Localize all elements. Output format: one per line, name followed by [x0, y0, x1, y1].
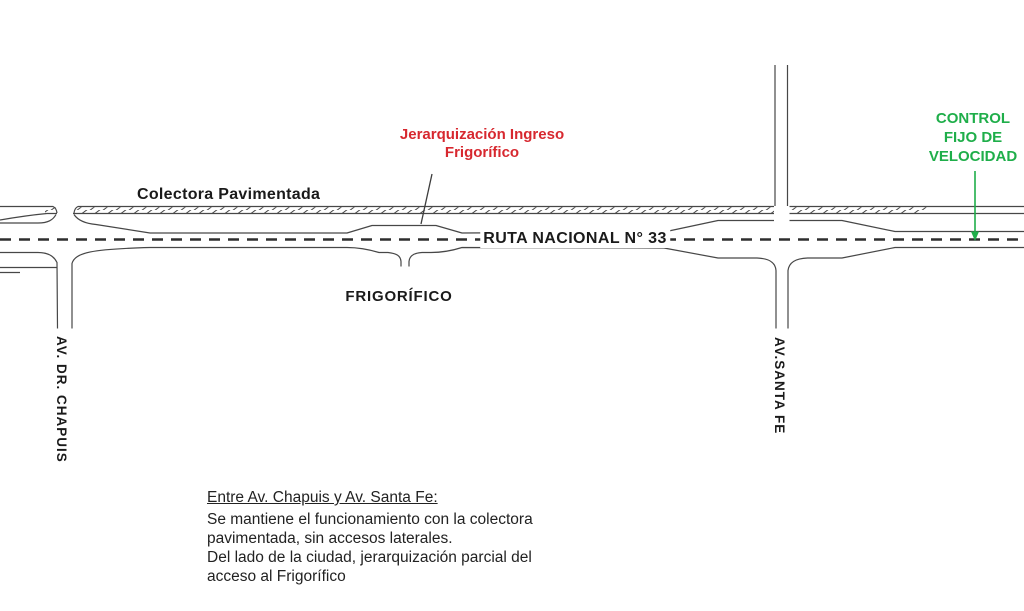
jerarquizacion-annotation: [400, 126, 564, 162]
speed-control-annotation: [929, 109, 1017, 166]
colectora-label: Colectora Pavimentada: [137, 186, 321, 203]
speed-control-line2: FIJO DE: [943, 129, 1003, 146]
av-dr-chapuis-label: AV. DR. CHAPUIS: [54, 336, 69, 463]
note-line: Del lado de la ciudad, jerarquización parcial del: [207, 549, 532, 566]
speed-control-line3: VELOCIDAD: [928, 148, 1018, 165]
ruta-nacional-label: RUTA NACIONAL N° 33: [480, 230, 670, 248]
jerarquizacion-annotation-line2: Frigorífico: [444, 144, 520, 161]
note-line: acceso al Frigorífico: [207, 568, 346, 585]
red-annotation-leader-line: [421, 174, 432, 224]
colectora-strip: [0, 207, 1024, 221]
note-line: Se mantiene el funcionamiento con la colectora: [207, 511, 533, 528]
speed-control-line1: CONTROL: [935, 110, 1011, 127]
note-heading: Entre Av. Chapuis y Av. Santa Fe:: [207, 489, 438, 506]
note-line: pavimentada, sin accesos laterales.: [207, 530, 453, 547]
jerarquizacion-annotation-line1: Jerarquización Ingreso: [399, 126, 565, 143]
frigorifico-label: FRIGORÍFICO: [345, 288, 453, 305]
note-block: [207, 488, 533, 586]
av-santa-fe-label: AV.SANTA FE: [772, 337, 787, 435]
